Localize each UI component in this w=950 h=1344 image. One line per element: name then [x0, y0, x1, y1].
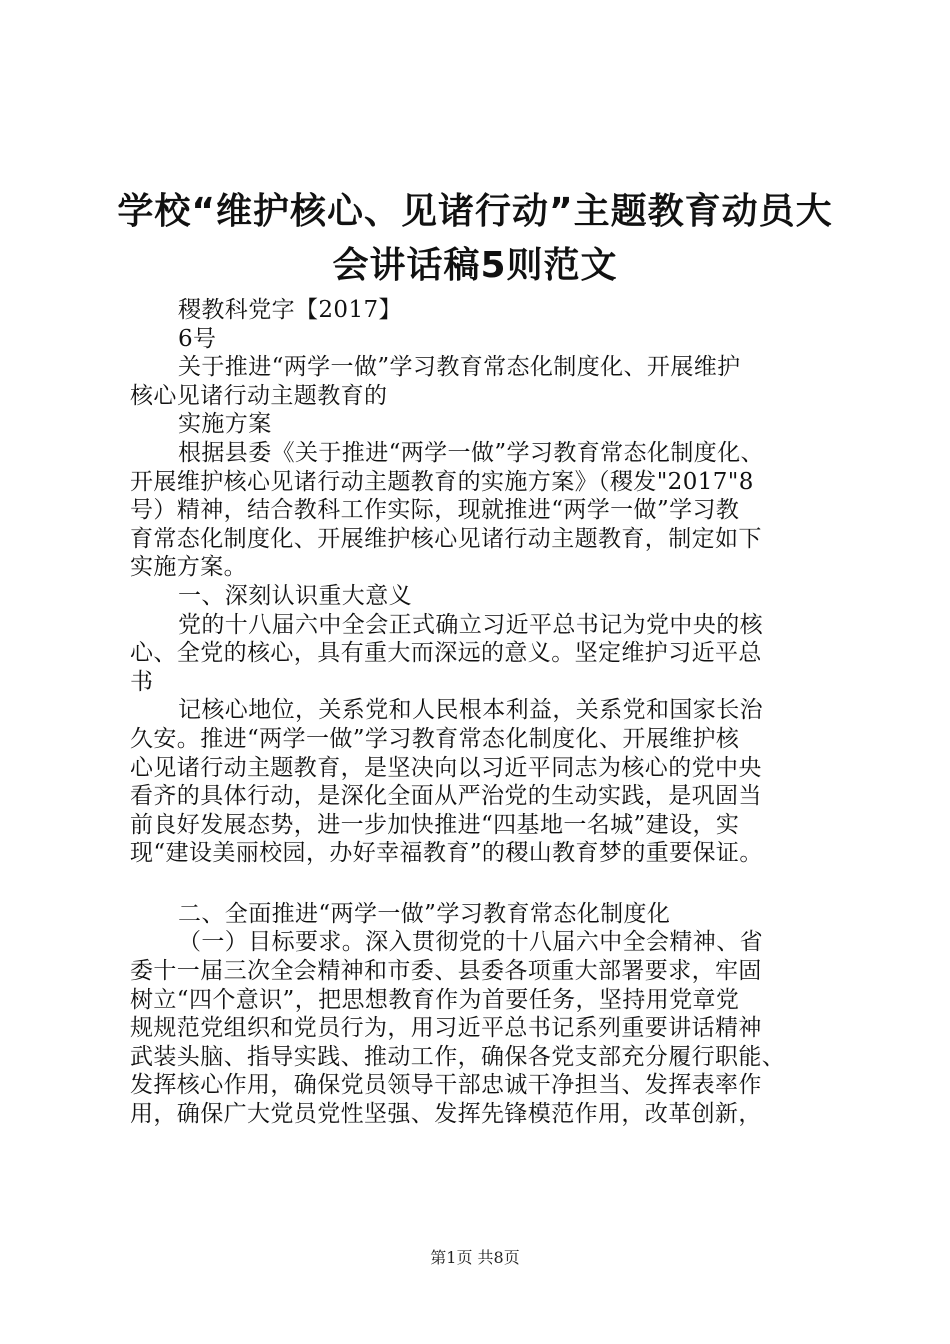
- body-line: 开展维护核心见诸行动主题教育的实施方案》（稷发"2017"8: [130, 468, 754, 495]
- body-line: 稷教科党字【2017】: [178, 297, 402, 323]
- body-line: 看齐的具体行动，是深化全面从严治党的生动实践，是巩固当: [130, 783, 762, 810]
- body-line: 育常态化制度化、开展维护核心见诸行动主题教育，制定如下: [130, 525, 762, 552]
- body-line: 核心见诸行动主题教育的: [130, 382, 388, 409]
- body-line: 用，确保广大党员党性坚强、发挥先锋模范作用，改革创新，: [130, 1101, 762, 1128]
- body-line: 书: [130, 668, 154, 695]
- body-line: 久安。推进“两学一做”学习教育常态化制度化、开展维护核: [130, 725, 740, 752]
- body-line: 心、全党的核心，具有重大而深远的意义。坚定维护习近平总: [130, 640, 762, 667]
- document-body: [130, 296, 820, 1129]
- body-line: 实施方案: [178, 411, 272, 438]
- body-line: （一）目标要求。深入贯彻党的十八届六中全会精神、省: [178, 929, 763, 956]
- body-line: 武装头脑、指导实践、推动工作，确保各党支部充分履行职能、: [130, 1043, 786, 1070]
- body-line: 心见诸行动主题教育，是坚决向以习近平同志为核心的党中央: [130, 754, 762, 781]
- body-line: 现“建设美丽校园，办好幸福教育”的稷山教育梦的重要保证。: [130, 840, 763, 867]
- body-line: 关于推进“两学一做”学习教育常态化制度化、开展维护: [178, 354, 741, 381]
- body-line: 前良好发展态势，进一步加快推进“四基地一名城”建设，实: [130, 811, 740, 838]
- body-line: 发挥核心作用，确保党员领导干部忠诚干净担当、发挥表率作: [130, 1072, 762, 1099]
- page-footer: 第1页 共8页: [430, 1248, 520, 1267]
- body-line: 一、深刻认识重大意义: [178, 582, 412, 609]
- body-line: 规规范党组织和党员行为，用习近平总书记系列重要讲话精神: [130, 1015, 762, 1042]
- body-line: 6号: [178, 325, 217, 352]
- document-title-line-2: 会讲话稿5则范文: [332, 245, 618, 286]
- body-line: 党的十八届六中全会正式确立习近平总书记为党中央的核: [178, 611, 763, 638]
- body-line: 根据县委《关于推进“两学一做”学习教育常态化制度化、: [178, 439, 764, 466]
- paragraph-gap: [130, 868, 820, 900]
- body-line: 实施方案。: [130, 554, 247, 581]
- body-line: 二、全面推进“两学一做”学习教育常态化制度化: [178, 900, 671, 927]
- body-line: 号）精神，结合教科工作实际，现就推进“两学一做”学习教: [130, 497, 740, 524]
- body-line: 树立“四个意识”，把思想教育作为首要任务，坚持用党章党: [130, 986, 740, 1013]
- document-title-line-1: 学校“维护核心、见诸行动”主题教育动员大: [117, 191, 833, 232]
- body-line: 记核心地位，关系党和人民根本利益，关系党和国家长治: [178, 697, 763, 724]
- body-line: 委十一届三次全会精神和市委、县委各项重大部署要求，牢固: [130, 958, 762, 985]
